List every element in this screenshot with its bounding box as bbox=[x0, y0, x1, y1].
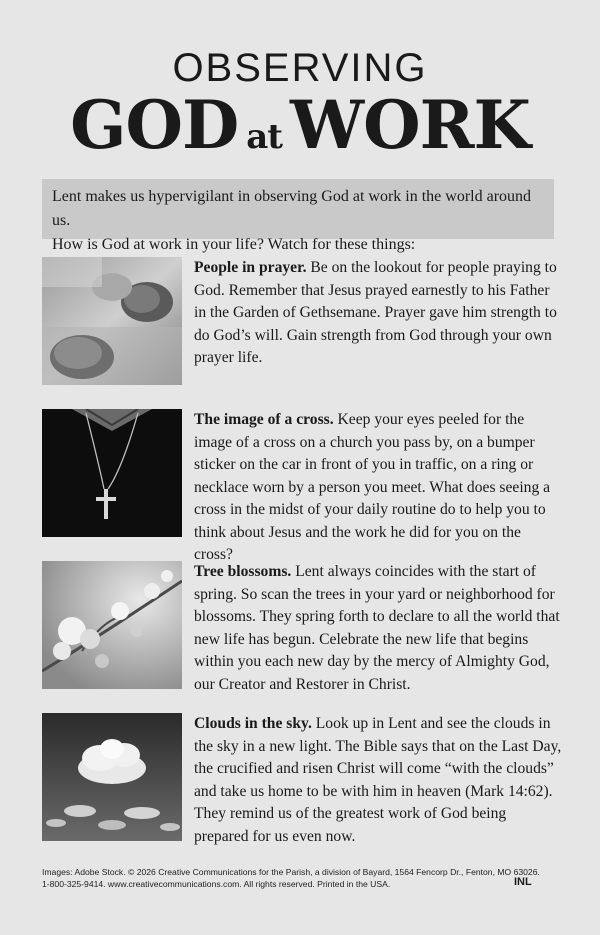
item-prayer-body: Be on the lookout for people praying to God. Remember that Jesus prayed earnestly to his Father in the Garden of Gethsemane. Prayer gave him strength to do God’s will. Gain strength from God through your own prayer life. bbox=[194, 259, 557, 366]
cross-necklace-photo bbox=[42, 409, 182, 537]
praying-hands-photo bbox=[42, 257, 182, 385]
title-god: GOD bbox=[70, 86, 239, 164]
item-clouds-body: Look up in Lent and see the clouds in the sky in a new light. The Bible says that on the Last Day, the crucified and risen Christ will come “with the clouds” and take us home to be with him in heaven (Mark 14:62). They remind us of the greatest work of God being prepared for us even now. bbox=[194, 715, 562, 845]
item-prayer-text bbox=[194, 257, 562, 370]
item-prayer-heading: People in prayer. bbox=[194, 259, 307, 276]
title-god-at-work bbox=[0, 86, 600, 164]
intro-box bbox=[42, 179, 554, 253]
footer-line-1: Images: Adobe Stock. © 2026 Creative Communications for the Parish, a division of Bayard, 1564 Fencorp Dr., Fenton, MO 63026. bbox=[42, 867, 540, 877]
item-blossoms-body: Lent always coincides with the start of spring. So scan the trees in your yard or neighborhood for blossoms. They spring forth to declare to all the world that new life has begun. Celebrate the new life that begins within you each new day by the mercy of Almighty God, our Creator and Restorer in Christ. bbox=[194, 563, 560, 693]
footer-credits bbox=[42, 866, 562, 890]
item-blossoms-heading: Tree blossoms. bbox=[194, 563, 292, 580]
item-cross-heading: The image of a cross. bbox=[194, 411, 334, 428]
intro-line-2: How is God at work in your life? Watch for these things: bbox=[52, 236, 416, 253]
title-observing: OBSERVING bbox=[172, 46, 428, 90]
tree-blossoms-photo bbox=[42, 561, 182, 689]
clouds-sky-photo bbox=[42, 713, 182, 841]
footer-line-2: 1-800-325-9414. www.creativecommunications.com. All rights reserved. Printed in the USA. bbox=[42, 879, 391, 889]
item-clouds-text bbox=[194, 713, 562, 848]
item-cross-text bbox=[194, 409, 562, 567]
item-blossoms-text bbox=[194, 561, 562, 696]
intro-line-1: Lent makes us hypervigilant in observing God at work in the world around us. bbox=[52, 188, 532, 229]
title-work: WORK bbox=[290, 86, 530, 164]
item-cross-body: Keep your eyes peeled for the image of a cross on a church you pass by, on a bumper sticker on the car in front of you in traffic, on a ring or necklace worn by a person you meet. What does seeing a cross in the midst of your daily routine do to help you to think about Jesus and the work he did for you on the cross? bbox=[194, 411, 551, 563]
product-code: INL bbox=[514, 876, 532, 888]
item-clouds-heading: Clouds in the sky. bbox=[194, 715, 312, 732]
title-at: at bbox=[246, 117, 282, 157]
